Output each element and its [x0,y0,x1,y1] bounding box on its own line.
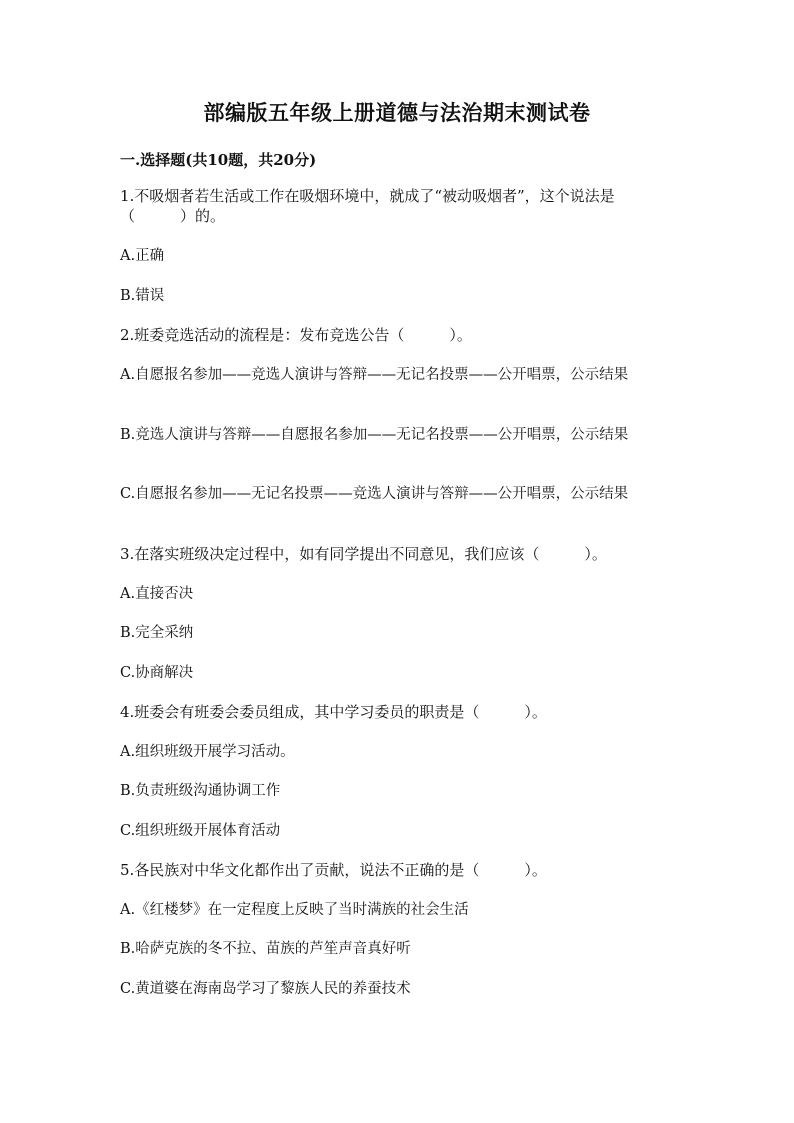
question-4-option-c: C.组织班级开展体育活动 [120,823,281,839]
question-5-option-c: C.黄道婆在海南岛学习了黎族人民的养蚕技术 [120,981,411,997]
question-4-option-b: B.负责班级沟通协调工作 [120,783,281,799]
question-5-option-b: B.哈萨克族的冬不拉、苗族的芦笙声音真好听 [120,941,411,957]
question-3-stem: 3.在落实班级决定过程中，如有同学提出不同意见，我们应该（ ）。 [120,545,607,563]
question-2-option-b: B.竞选人演讲与答辩——自愿报名参加——无记名投票——公开唱票，公示结果 [120,427,629,443]
question-3-option-b: B.完全采纳 [120,625,194,641]
question-5-stem: 5.各民族对中华文化都作出了贡献，说法不正确的是（ ）。 [120,861,547,879]
question-2-option-c: C.自愿报名参加——无记名投票——竞选人演讲与答辩——公开唱票，公示结果 [120,486,629,502]
question-3-option-c: C.协商解决 [120,665,194,681]
question-1-option-b: B.错误 [120,288,165,304]
question-4-stem: 4.班委会有班委会委员组成，其中学习委员的职责是（ ）。 [120,703,547,721]
question-5-option-a: A.《红楼梦》在一定程度上反映了当时满族的社会生活 [120,902,469,918]
question-2-stem: 2.班委竞选活动的流程是：发布竞选公告（ ）。 [120,326,472,344]
question-2-option-a: A.自愿报名参加——竞选人演讲与答辩——无记名投票——公开唱票，公示结果 [120,367,629,383]
question-4-option-a: A.组织班级开展学习活动。 [120,744,295,760]
question-1-stem: 1.不吸烟者若生活或工作在吸烟环境中，就成了“被动吸烟者”，这个说法是（ ）的。 [120,187,615,225]
section-heading: 一.选择题(共10题，共20分) [120,151,317,169]
question-3-option-a: A.直接否决 [120,586,194,602]
exam-title: 部编版五年级上册道德与法治期末测试卷 [203,100,591,125]
question-1-option-a: A.正确 [120,248,165,264]
